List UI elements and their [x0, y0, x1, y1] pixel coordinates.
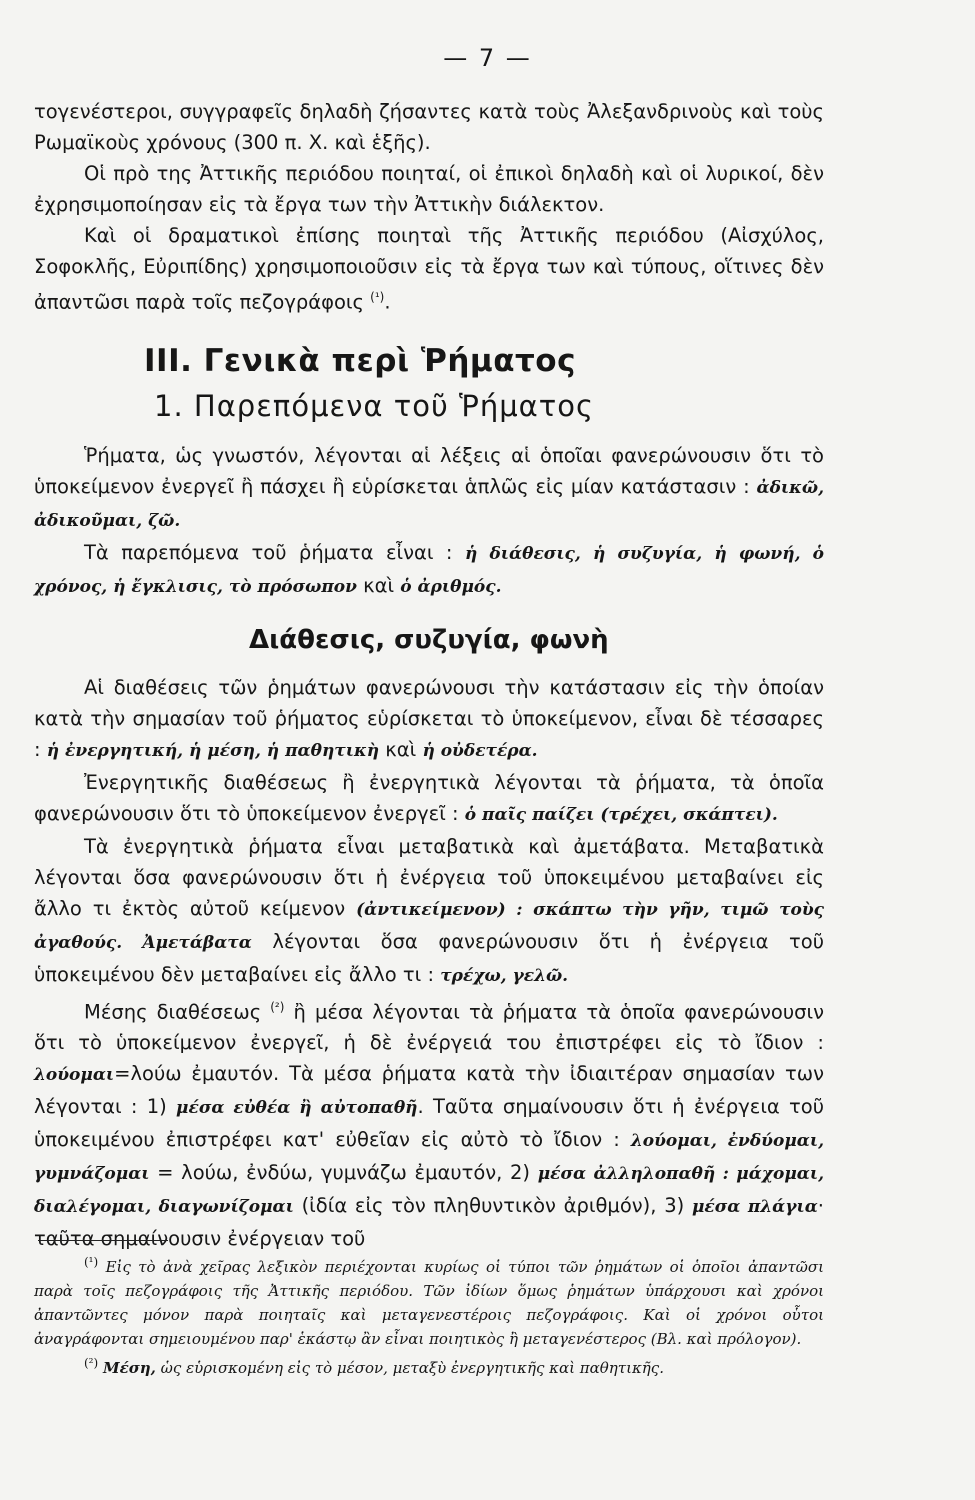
paragraph-5-text: Τὰ παρεπόμενα τοῦ ῥήματα εἶναι :	[84, 540, 453, 564]
minor-heading: Διάθεσις, συζυγία, φωνὴ	[249, 624, 609, 655]
paragraph-9-text-6: (ἰδία εἰς τὸν πληθυντικὸν ἀριθμόν), 3)	[301, 1194, 685, 1217]
paragraph-8-text: Τὰ ἐνεργητικὰ ῥήματα εἶναι μεταβατικὰ καὶ ἀμετάβατα. Μεταβατικὰ λέγονται ὅσα φανερώνουσιν ὅτι ἡ ἐνέργεια τοῦ ὑποκειμένου μεταβαίνει εἰς ἄλλο τι ἐκτὸς αὐτοῦ κείμενον	[34, 834, 824, 920]
paragraph-9-term-3: μέσα πλάγια	[691, 1197, 818, 1217]
paragraph-8	[34, 831, 824, 992]
paragraph-6-terms: ἡ ἐνεργητική, ἡ μέση, ἡ παθητικὴ	[46, 740, 380, 761]
paragraph-8-text-2: λέγονται ὅσα φανερώνουσιν ὅτι ἡ ἐνέργεια τοῦ ὑποκειμένου δὲν μεταβαίνει εἰς ἄλλο τι :	[34, 929, 825, 986]
paragraph-2: Οἱ πρὸ της Ἀττικῆς περιόδου ποιηταί, οἱ ἐπικοὶ δηλαδὴ καὶ οἱ λυρικοί, δὲν ἐχρησιμοποίησαν εἰς τὰ ἔργα των τὴν Ἀττικὴν διάλεκτον.	[34, 162, 824, 216]
footnote-divider	[38, 1240, 168, 1241]
footnote-2-term: Μέση,	[102, 1359, 156, 1377]
paragraph-9-text-5: = λούω, ἐνδύω, γυμνάζω ἐμαυτόν, 2)	[157, 1161, 531, 1184]
paragraph-5-last-term: ὁ ἀριθμός.	[400, 576, 502, 597]
paragraph-8-example-2: τρέχω, γελῶ.	[440, 965, 569, 986]
paragraph-6-text: Αἱ διαθέσεις τῶν ῥημάτων φανερώνουσι τὴν κατάστασιν εἰς τὴν ὁποίαν κατὰ τὴν σημασίαν τοῦ ῥήματος εὑρίσκεται τὸ ὑποκείμενον, εἶναι δὲ τέσσαρες :	[34, 675, 824, 761]
paragraph-3	[34, 220, 824, 318]
paragraph-9	[34, 992, 824, 1255]
section-heading: ΙΙΙ. Γενικὰ περὶ Ῥήματος	[144, 342, 576, 379]
footnote-ref-1: (¹)	[370, 290, 385, 304]
paragraph-1: τογενέστεροι, συγγραφεῖς δηλαδὴ ζήσαντες κατὰ τοὺς Ἀλεξανδρινοὺς καὶ τοὺς Ρωμαϊκοὺς χρόνους (300 π. Χ. καὶ ἑξῆς).	[34, 100, 824, 154]
paragraph-9-text: Μέσης διαθέσεως	[84, 1000, 262, 1023]
paragraph-7-example: ὁ παῖς παίζει (τρέχει, σκάπτει).	[464, 804, 778, 825]
footnote-1-marker: (¹)	[84, 1255, 99, 1269]
paragraph-5-terms: ἡ διάθεσις, ἡ συζυγία, ἡ φωνή, ὁ χρόνος, ἡ ἔγκλισις, τὸ πρόσωπον	[34, 543, 824, 597]
paragraph-9-text-2: ἢ μέσα λέγονται τὰ ῥήματα τὰ ὁποῖα φανερώνουσιν ὅτι τὸ ὑποκείμενον ἐνεργεῖ, ἡ δὲ ἐνέργειά του ἐπιστρέφει εἰς τὸ ἴδιον :	[34, 1000, 824, 1054]
subsection-heading: 1. Παρεπόμενα τοῦ Ῥήματος	[154, 388, 594, 423]
paragraph-9-text-7: · ταῦτα σημαίνουσιν ἐνέργειαν τοῦ	[34, 1194, 824, 1250]
paragraph-6-and: καὶ	[385, 737, 417, 761]
paragraph-4-text: Ῥήματα, ὡς γνωστόν, λέγονται αἱ λέξεις αἱ ὁποῖαι φανερώνουσιν ὅτι τὸ ὑποκείμενον ἐνεργεῖ ἢ πάσχει ἢ εὑρίσκεται ἁπλῶς εἰς μίαν κατάστασιν :	[34, 443, 824, 498]
paragraph-9-text-4: . Ταῦτα σημαίνουσιν ὅτι ἡ ἐνέργεια τοῦ ὑποκειμένου ἐπιστρέφει κατ' εὐθεῖαν εἰς αὐτὸ τὸ ἴδιον :	[34, 1095, 825, 1151]
paragraph-5-and: καὶ	[363, 573, 395, 597]
paragraph-7	[34, 767, 824, 831]
paragraph-9-examples-1: λούομαι, ἐνδύομαι, γυμνάζομαι	[34, 1131, 824, 1184]
paragraph-3-end: .	[384, 290, 391, 314]
footnote-1-text: Εἰς τὸ ἀνὰ χεῖρας λεξικὸν περιέχονται κυρίως οἱ τύποι τῶν ῥημάτων οἱ ὁποῖοι ἀπαντῶσι παρὰ τοῖς πεζογράφοις τῆς Ἀττικῆς περιόδου. Τῶν ἰδίων ὅμως ῥημάτων ὑπάρχουσι καὶ χρόνοι ἀπαντῶντες μόνον παρὰ ποιηταῖς καὶ μεταγενεστέροις πεζογράφοις. Καὶ οἱ χρόνοι οὗτοι ἀναγράφονται σημειουμένου παρ' ἑκάστῳ ἂν εἶναι ποιητικὸς ἢ μεταγενέστερος (Βλ. καὶ πρόλογον).	[34, 1258, 824, 1348]
paragraph-7-text: Ἐνεργητικῆς διαθέσεως ἢ ἐνεργητικὰ λέγονται τὰ ῥήματα, τὰ ὁποῖα φανερώνουσιν ὅτι τὸ ὑποκείμενον ἐνεργεῖ :	[34, 770, 824, 825]
paragraph-4-example: ἀδικῶ, ἀδικοῦμαι, ζῶ.	[34, 477, 824, 531]
footnote-2-marker: (²)	[84, 1356, 99, 1370]
paragraph-8-example: (ἀντικείμενον) : σκάπτω τὴν γῆν, τιμῶ τοὺς ἀγαθούς. Ἀμετάβατα	[34, 899, 825, 953]
paragraph-9-example: λούομαι	[34, 1065, 115, 1085]
footnotes	[34, 1250, 824, 1380]
paragraph-4	[34, 440, 824, 537]
footnote-ref-2: (²)	[270, 999, 285, 1014]
footnote-1	[34, 1250, 824, 1351]
main-text	[34, 96, 824, 1254]
footnote-2-text: ὡς εὑρισκομένη εἰς τὸ μέσον, μεταξὺ ἐνεργητικῆς καὶ παθητικῆς.	[160, 1359, 664, 1377]
paragraph-9-term-2: μέσα ἀλληλοπαθῆ : μάχομαι, διαλέγομαι, διαγωνίζομαι	[34, 1164, 825, 1217]
page-number: — 7 —	[443, 44, 532, 72]
paragraph-9-term-1: μέσα εὐθέα ἢ αὐτοπαθῆ	[176, 1098, 418, 1118]
paragraph-9-text-3: =λούω ἐμαυτόν. Τὰ μέσα ῥήματα κατὰ τὴν ἰδιαιτέραν σημασίαν των λέγονται : 1)	[34, 1062, 824, 1118]
footnote-2	[34, 1351, 824, 1380]
paragraph-3-text: Καὶ οἱ δραματικοὶ ἐπίσης ποιηταὶ τῆς Ἀττικῆς περιόδου (Αἰσχύλος, Σοφοκλῆς, Εὐριπίδης) χρησιμοποιοῦσιν εἰς τὰ ἔργα των καὶ τύπους, οἵτινες δὲν ἀπαντῶσι παρὰ τοῖς πεζογράφοις	[34, 224, 824, 314]
paragraph-5	[34, 537, 824, 603]
paragraph-6-last-term: ἡ οὐδετέρα.	[422, 740, 538, 761]
paragraph-6	[34, 672, 824, 767]
